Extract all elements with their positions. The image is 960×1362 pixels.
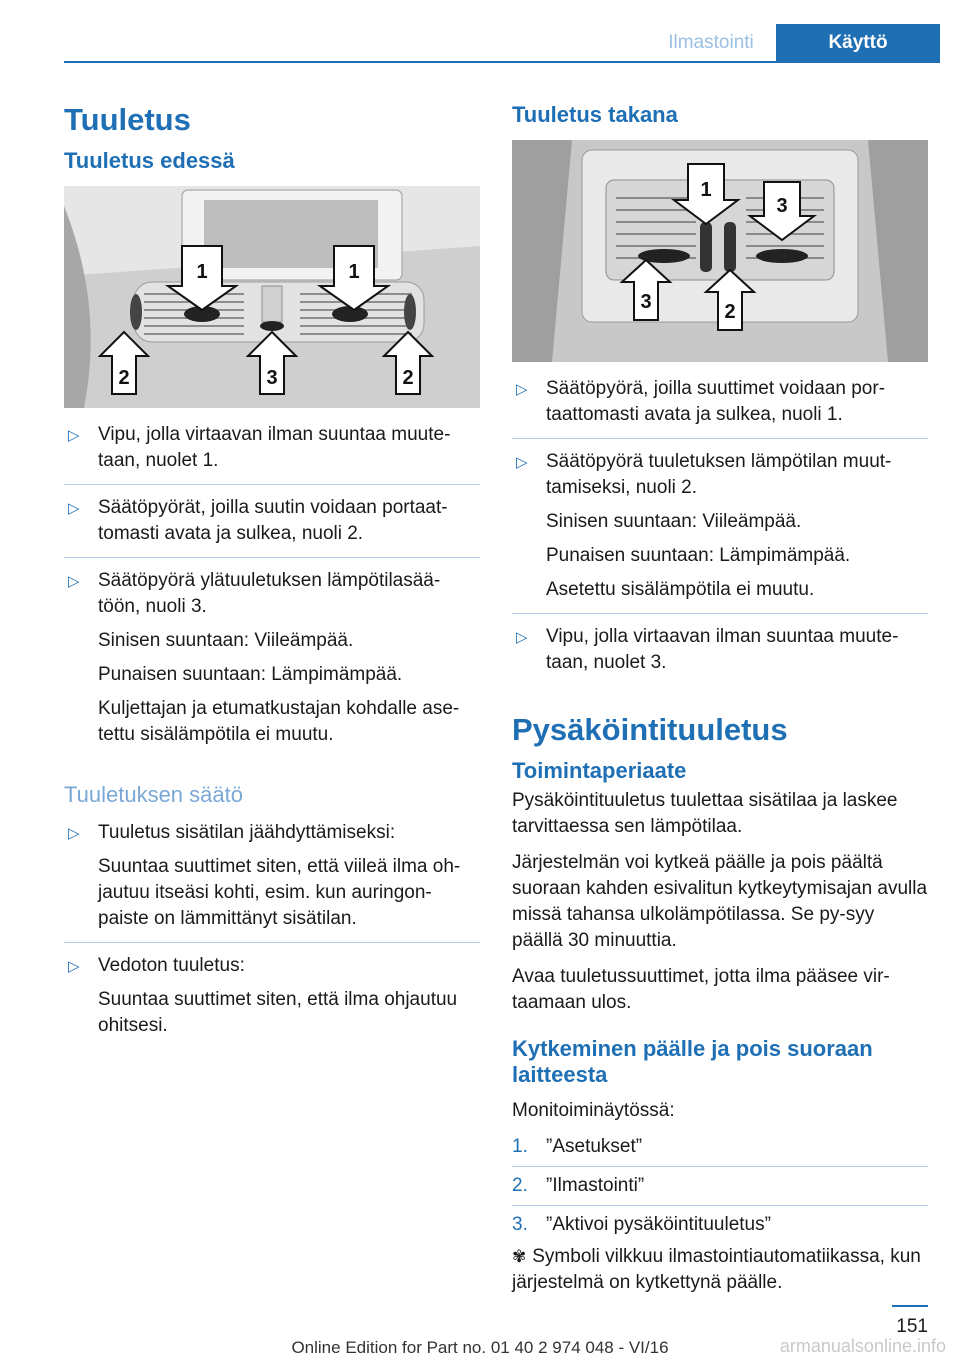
list-item: ▷ Vedoton tuuletus: Suuntaa suuttimet siten, että ilma ohjautuu ohitsesi. — [64, 953, 480, 1039]
divider — [512, 438, 928, 439]
switch-intro: Monitoiminäytössä: — [512, 1100, 675, 1121]
triangle-bullet-icon: ▷ — [516, 629, 528, 646]
item-subtext: Kuljettajan ja etumatkustajan kohdalle ase-tettu sisälämpötila ei muutu. — [98, 698, 460, 745]
principle-paragraph-3: Avaa tuuletussuuttimet, jotta ilma pääsee vir-taamaan ulos. — [512, 966, 890, 1013]
subtitle-principle: Toimintaperiaate — [512, 758, 687, 783]
subtitle-rear: Tuuletus takana — [512, 102, 678, 127]
watermark: armanualsonline.info — [779, 1336, 946, 1356]
left-column — [64, 80, 480, 1049]
footer-edition: Online Edition for Part no. 01 40 2 974 048 - VI/16 — [291, 1338, 669, 1357]
divider — [64, 557, 480, 558]
triangle-bullet-icon: ▷ — [68, 500, 80, 517]
right-column — [512, 80, 928, 1306]
rear-fig-label-3a: 3 — [776, 195, 788, 217]
list-item: ▷ Vipu, jolla virtaavan ilman suuntaa muute-taan, nuolet 1. — [68, 424, 451, 471]
list-item: ▷ Tuuletus sisätilan jäähdyttämiseksi: Suuntaa suuttimet siten, että viileä ilma oh-jautuu itseäsi kohti, esim. kun auringon-paiste on lämmittänyt sisätilan. — [64, 820, 480, 932]
fan-icon: ✾ — [512, 1247, 527, 1266]
item-subtext: Suuntaa suuttimet siten, että viileä ilma oh-jautuu itseäsi kohti, esim. kun auringon-paiste on lämmittänyt sisätilan. — [98, 856, 461, 929]
header-tabs — [646, 24, 940, 62]
list-item: 2. ”Ilmastointi” — [512, 1175, 645, 1196]
fig-label-3: 3 — [266, 367, 278, 389]
list-item: ▷ Säätöpyörä ylätuuletuksen lämpötilasää-töön, nuoli 3. Sinisen suuntaan: Viileämpää. Punaisen suuntaan: Lämpimämpää. Kuljettajan ja etumatkustajan kohdalle ase-tettu sisälämpötila ei muutu. — [64, 568, 480, 748]
principle-paragraph-2: Järjestelmän voi kytkeä päälle ja pois päältä suoraan kahden esivalitun kytkeytymisajan avulla missä tahansa ulkolämpötilassa. Se py-syy päällä 30 minuuttia. — [512, 852, 928, 951]
fig-label-1a: 1 — [196, 261, 208, 283]
divider — [512, 1166, 928, 1167]
list-item: ▷ Vipu, jolla virtaavan ilman suuntaa muute-taan, nuolet 3. — [516, 626, 899, 673]
header-tab-ilmastointi[interactable]: Ilmastointi — [668, 32, 754, 53]
list-item: 3. ”Aktivoi pysäköintituuletus” — [512, 1214, 771, 1235]
section-title-parking: Pysäköintituuletus — [512, 712, 788, 747]
rear-vent-figure — [512, 140, 928, 362]
section-title-tuuletus: Tuuletus — [64, 102, 191, 137]
header-tab-kaytto[interactable]: Käyttö — [776, 24, 940, 62]
list-item: 1. ”Asetukset” — [512, 1136, 643, 1157]
triangle-bullet-icon: ▷ — [68, 427, 80, 444]
header-rule — [64, 61, 940, 63]
footer-rule — [892, 1305, 928, 1307]
list-item: ▷ Säätöpyörä, joilla suuttimet voidaan por-taattomasti avata ja sulkea, nuoli 1. — [516, 378, 886, 425]
triangle-bullet-icon: ▷ — [68, 825, 80, 842]
triangle-bullet-icon: ▷ — [516, 454, 528, 471]
item-subtext: Punaisen suuntaan: Lämpimämpää. — [546, 545, 851, 566]
fig-label-2a: 2 — [118, 367, 130, 389]
item-subtext: Sinisen suuntaan: Viileämpää. — [98, 630, 354, 651]
divider — [64, 484, 480, 485]
triangle-bullet-icon: ▷ — [516, 381, 528, 398]
fig-label-1b: 1 — [348, 261, 360, 283]
list-item: ▷ Säätöpyörät, joilla suutin voidaan portaat-tomasti avata ja sulkea, nuoli 2. — [68, 497, 448, 544]
item-subtext: Suuntaa suuttimet siten, että ilma ohjautuu ohitsesi. — [98, 989, 458, 1036]
subtitle-switch: Kytkeminen päälle ja pois suoraan laitteesta — [512, 1036, 873, 1087]
adjust-list — [64, 820, 480, 1039]
front-list — [64, 422, 480, 748]
fig-label-2b: 2 — [402, 367, 414, 389]
rear-list — [512, 376, 928, 676]
rear-fig-label-3b: 3 — [640, 291, 652, 313]
list-item: ▷ Säätöpyörä tuuletuksen lämpötilan muut-tamiseksi, nuoli 2. Sinisen suuntaan: Viileämpää. Punaisen suuntaan: Lämpimämpää. Asetettu sisälämpötila ei muutu. — [512, 449, 928, 603]
divider — [512, 613, 928, 614]
item-subtext: Asetettu sisälämpötila ei muutu. — [546, 579, 815, 600]
front-vent-figure — [64, 186, 480, 408]
symbol-note: ✾ Symboli vilkkuu ilmastointiautomatiikassa, kun järjestelmä on kytkettynä päälle. — [512, 1246, 921, 1293]
item-subtext: Punaisen suuntaan: Lämpimämpää. — [98, 664, 403, 685]
rear-fig-label-2: 2 — [724, 301, 736, 323]
page-number: 151 — [896, 1316, 928, 1337]
divider — [64, 942, 480, 943]
triangle-bullet-icon: ▷ — [68, 573, 80, 590]
rear-fig-label-1: 1 — [700, 179, 712, 201]
steps-list — [512, 1134, 928, 1238]
subtitle-adjust: Tuuletuksen säätö — [64, 782, 243, 807]
triangle-bullet-icon: ▷ — [68, 958, 80, 975]
principle-paragraph-1: Pysäköintituuletus tuulettaa sisätilaa ja laskee tarvittaessa sen lämpötilaa. — [512, 790, 898, 837]
divider — [512, 1205, 928, 1206]
item-subtext: Sinisen suuntaan: Viileämpää. — [546, 511, 802, 532]
subtitle-front: Tuuletus edessä — [64, 148, 235, 173]
